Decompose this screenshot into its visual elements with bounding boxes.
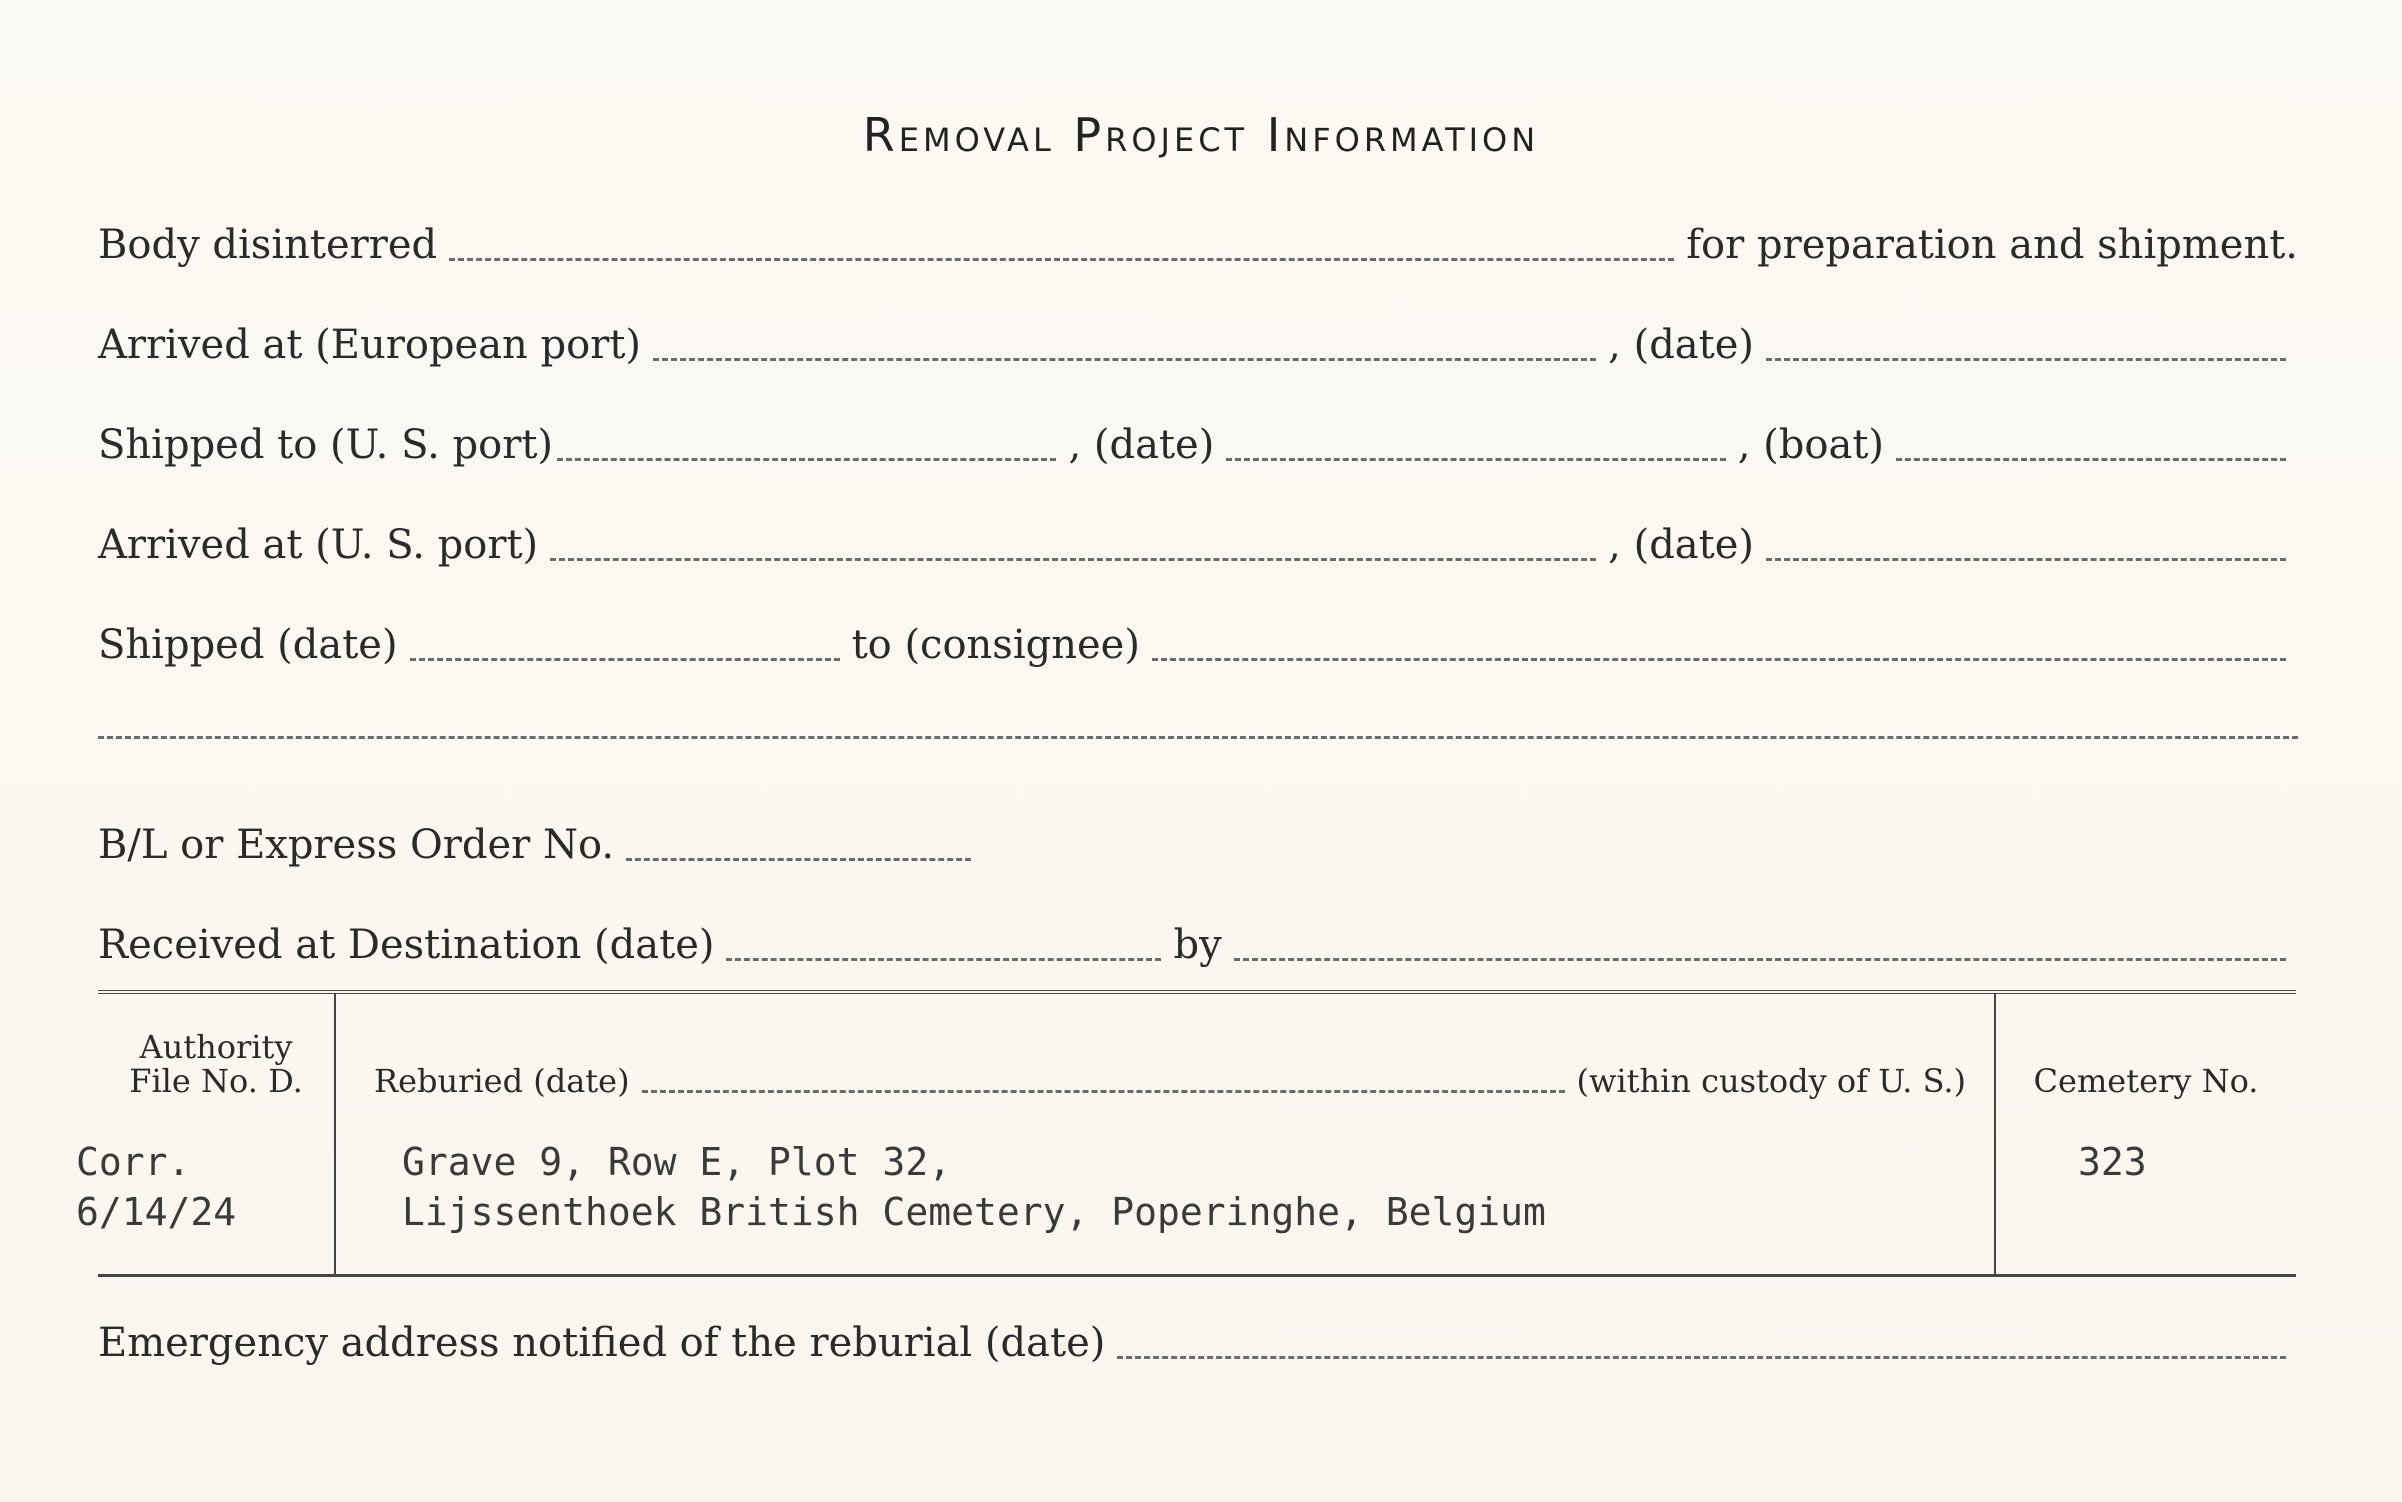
row-emergency	[98, 1320, 2298, 1366]
label-reburied: Reburied (date)	[374, 1062, 630, 1100]
label-date: , (date)	[1068, 422, 1215, 468]
blank-arrived-us-port[interactable]	[550, 558, 1596, 561]
label-by: by	[1173, 922, 1222, 968]
authority-header	[98, 1030, 334, 1098]
row-received-destination	[98, 922, 2298, 968]
blank-received-by[interactable]	[1234, 958, 2286, 961]
reburial-box	[76, 990, 2296, 1277]
divider-cemetery	[1994, 994, 1996, 1274]
blank-european-date[interactable]	[1766, 358, 2286, 361]
label-shipped-us: Shipped to (U. S. port)	[98, 422, 553, 468]
row-shipped-consignee	[98, 622, 2298, 668]
label-bl-order: B/L or Express Order No.	[98, 822, 615, 868]
row-arrived-european	[98, 322, 2298, 368]
authority-label-line2: File No. D.	[129, 1062, 303, 1100]
label-arrived-european: Arrived at (European port)	[98, 322, 642, 368]
blank-consignee[interactable]	[1152, 658, 2286, 661]
blank-european-port[interactable]	[653, 358, 1596, 361]
blank-consignee-continued[interactable]	[98, 736, 2298, 739]
authority-value-line1: Corr.	[76, 1140, 191, 1184]
blank-reburied-date[interactable]	[642, 1090, 1565, 1093]
card-title: Removal Project Information	[862, 108, 1540, 162]
reburied-row	[374, 1062, 1966, 1100]
blank-us-port[interactable]	[557, 458, 1056, 461]
authority-value-line2: 6/14/24	[76, 1190, 237, 1234]
blank-received-date[interactable]	[726, 958, 1161, 961]
blank-emergency-date[interactable]	[1117, 1356, 2286, 1359]
blank-bl-order[interactable]	[626, 858, 971, 861]
row-arrived-us	[98, 522, 2298, 568]
cemetery-no-label: Cemetery No.	[2033, 1062, 2259, 1100]
label-received-destination: Received at Destination (date)	[98, 922, 715, 968]
authority-label-line1: Authority	[139, 1028, 293, 1066]
label-shipped-date: Shipped (date)	[98, 622, 398, 668]
label-to-consignee: to (consignee)	[851, 622, 1140, 668]
label-for-preparation: for preparation and shipment.	[1686, 222, 2298, 268]
row-consignee-continued	[98, 722, 2298, 725]
label-custody: (within custody of U. S.)	[1576, 1062, 1966, 1100]
label-boat: , (boat)	[1737, 422, 1884, 468]
row-bl-order	[98, 822, 2298, 868]
row-body-disinterred	[98, 222, 2298, 268]
blank-boat[interactable]	[1896, 458, 2286, 461]
cemetery-no-value: 323	[2078, 1140, 2147, 1184]
blank-body-disinterred[interactable]	[449, 258, 1674, 261]
grave-location-line2: Lijssenthoek British Cemetery, Poperinghe, Belgium	[402, 1190, 1546, 1234]
blank-ship-date[interactable]	[1226, 458, 1725, 461]
label-date: , (date)	[1608, 322, 1754, 368]
label-body-disinterred: Body disinterred	[98, 222, 438, 268]
label-arrived-us: Arrived at (U. S. port)	[98, 522, 539, 568]
grave-location-line1: Grave 9, Row E, Plot 32,	[402, 1140, 952, 1184]
divider-authority	[334, 994, 336, 1274]
label-date: , (date)	[1608, 522, 1754, 568]
blank-arrived-us-date[interactable]	[1766, 558, 2286, 561]
label-emergency: Emergency address notified of the reburial (date)	[98, 1320, 1106, 1366]
row-shipped-us	[98, 422, 2298, 468]
blank-shipped-date[interactable]	[410, 658, 840, 661]
